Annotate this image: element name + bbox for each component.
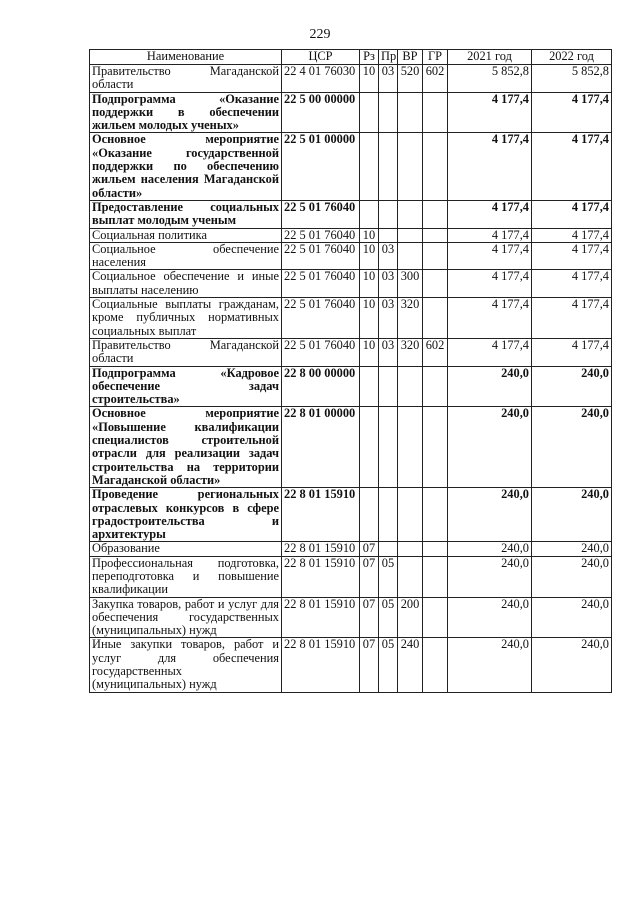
- cell-pr: [379, 228, 398, 242]
- cell-name: Подпрограмма «Оказание поддержки в обеспечении жильем молодых ученых»: [90, 92, 282, 133]
- cell-2022: 240,0: [532, 366, 612, 407]
- cell-gr: [423, 638, 448, 692]
- cell-vr: [398, 488, 423, 542]
- cell-rz: [360, 133, 379, 200]
- table-row: [90, 366, 612, 407]
- table-row: [90, 298, 612, 339]
- table-header-row: [90, 50, 612, 65]
- table-row: [90, 488, 612, 542]
- cell-gr: [423, 366, 448, 407]
- cell-2021: 4 177,4: [448, 242, 532, 270]
- cell-gr: [423, 488, 448, 542]
- cell-csr: 22 5 01 76040: [282, 298, 360, 339]
- cell-gr: [423, 597, 448, 638]
- cell-2022: 240,0: [532, 556, 612, 597]
- cell-gr: [423, 133, 448, 200]
- cell-2022: 240,0: [532, 407, 612, 488]
- cell-vr: 240: [398, 638, 423, 692]
- cell-gr: [423, 556, 448, 597]
- table-row: [90, 65, 612, 93]
- cell-vr: 320: [398, 338, 423, 366]
- cell-rz: 10: [360, 270, 379, 298]
- cell-2021: 240,0: [448, 542, 532, 556]
- cell-csr: 22 8 01 15910: [282, 638, 360, 692]
- cell-csr: 22 5 01 76040: [282, 200, 360, 228]
- cell-csr: 22 8 01 15910: [282, 556, 360, 597]
- table-body: [90, 65, 612, 693]
- header-2021: 2021 год: [448, 50, 532, 65]
- cell-rz: 10: [360, 228, 379, 242]
- budget-table: [89, 49, 612, 693]
- cell-vr: [398, 92, 423, 133]
- cell-2021: 4 177,4: [448, 92, 532, 133]
- cell-name: Основное мероприятие «Оказание государственной поддержки по обеспечению жильем населения Магаданской области»: [90, 133, 282, 200]
- cell-name: Социальное обеспечение и иные выплаты населению: [90, 270, 282, 298]
- cell-2022: 4 177,4: [532, 228, 612, 242]
- cell-csr: 22 4 01 76030: [282, 65, 360, 93]
- cell-2022: 5 852,8: [532, 65, 612, 93]
- cell-csr: 22 5 00 00000: [282, 92, 360, 133]
- cell-rz: 10: [360, 65, 379, 93]
- cell-gr: [423, 228, 448, 242]
- cell-gr: 602: [423, 65, 448, 93]
- cell-vr: 520: [398, 65, 423, 93]
- cell-csr: 22 5 01 76040: [282, 270, 360, 298]
- cell-rz: [360, 200, 379, 228]
- cell-vr: [398, 228, 423, 242]
- cell-2021: 4 177,4: [448, 200, 532, 228]
- table-row: [90, 638, 612, 692]
- cell-csr: 22 8 00 00000: [282, 366, 360, 407]
- cell-2022: 4 177,4: [532, 242, 612, 270]
- table-row: [90, 92, 612, 133]
- cell-name: Правительство Магаданской области: [90, 65, 282, 93]
- cell-rz: 10: [360, 242, 379, 270]
- cell-rz: 07: [360, 597, 379, 638]
- table-row: [90, 556, 612, 597]
- cell-name: Социальное обеспечение населения: [90, 242, 282, 270]
- cell-pr: [379, 488, 398, 542]
- table-row: [90, 133, 612, 200]
- cell-pr: 05: [379, 638, 398, 692]
- table-row: [90, 200, 612, 228]
- header-pr: Пр: [379, 50, 398, 65]
- cell-csr: 22 8 01 15910: [282, 597, 360, 638]
- cell-vr: [398, 366, 423, 407]
- cell-vr: 300: [398, 270, 423, 298]
- cell-2021: 240,0: [448, 488, 532, 542]
- cell-2022: 240,0: [532, 638, 612, 692]
- cell-gr: [423, 407, 448, 488]
- cell-2021: 4 177,4: [448, 133, 532, 200]
- cell-rz: 10: [360, 298, 379, 339]
- cell-2022: 4 177,4: [532, 133, 612, 200]
- cell-pr: 03: [379, 298, 398, 339]
- cell-csr: 22 5 01 76040: [282, 338, 360, 366]
- cell-2022: 240,0: [532, 488, 612, 542]
- cell-2022: 4 177,4: [532, 92, 612, 133]
- cell-pr: 03: [379, 338, 398, 366]
- cell-rz: 10: [360, 338, 379, 366]
- cell-rz: 07: [360, 556, 379, 597]
- cell-vr: [398, 542, 423, 556]
- cell-gr: [423, 242, 448, 270]
- table-row: [90, 270, 612, 298]
- cell-rz: [360, 407, 379, 488]
- cell-2022: 240,0: [532, 597, 612, 638]
- cell-2021: 5 852,8: [448, 65, 532, 93]
- cell-gr: [423, 200, 448, 228]
- cell-pr: 03: [379, 65, 398, 93]
- cell-csr: 22 5 01 76040: [282, 242, 360, 270]
- cell-pr: 05: [379, 556, 398, 597]
- cell-name: Основное мероприятие «Повышение квалификации специалистов строительной отрасли для реализации задач строительства на территории Магаданской области»: [90, 407, 282, 488]
- cell-2021: 4 177,4: [448, 228, 532, 242]
- cell-vr: [398, 133, 423, 200]
- table-row: [90, 407, 612, 488]
- page-number: 229: [309, 27, 331, 42]
- cell-rz: 07: [360, 638, 379, 692]
- cell-gr: 602: [423, 338, 448, 366]
- header-2022: 2022 год: [532, 50, 612, 65]
- header-rz: Рз: [360, 50, 379, 65]
- cell-name: Подпрограмма «Кадровое обеспечение задач строительства»: [90, 366, 282, 407]
- cell-vr: [398, 242, 423, 270]
- cell-gr: [423, 270, 448, 298]
- cell-rz: [360, 92, 379, 133]
- table-row: [90, 597, 612, 638]
- cell-2022: 4 177,4: [532, 200, 612, 228]
- table-row: [90, 542, 612, 556]
- header-csr: ЦСР: [282, 50, 360, 65]
- cell-pr: [379, 407, 398, 488]
- cell-vr: [398, 556, 423, 597]
- cell-pr: 03: [379, 270, 398, 298]
- header-gr: ГР: [423, 50, 448, 65]
- cell-name: Профессиональная подготовка, переподготовка и повышение квалификации: [90, 556, 282, 597]
- cell-2021: 240,0: [448, 366, 532, 407]
- cell-pr: [379, 366, 398, 407]
- cell-vr: [398, 200, 423, 228]
- cell-2022: 4 177,4: [532, 270, 612, 298]
- cell-2021: 240,0: [448, 407, 532, 488]
- cell-2021: 240,0: [448, 597, 532, 638]
- cell-name: Образование: [90, 542, 282, 556]
- cell-2022: 4 177,4: [532, 338, 612, 366]
- cell-name: Проведение региональных отраслевых конкурсов в сфере градостроительства и архитектуры: [90, 488, 282, 542]
- table-row: [90, 228, 612, 242]
- cell-2022: 240,0: [532, 542, 612, 556]
- cell-name: Социальные выплаты гражданам, кроме публичных нормативных социальных выплат: [90, 298, 282, 339]
- cell-gr: [423, 92, 448, 133]
- cell-name: Предоставление социальных выплат молодым ученым: [90, 200, 282, 228]
- cell-2022: 4 177,4: [532, 298, 612, 339]
- cell-name: Закупка товаров, работ и услуг для обеспечения государственных (муниципальных) нужд: [90, 597, 282, 638]
- cell-2021: 4 177,4: [448, 338, 532, 366]
- table-row: [90, 338, 612, 366]
- cell-pr: [379, 200, 398, 228]
- cell-vr: [398, 407, 423, 488]
- cell-csr: 22 8 01 15910: [282, 542, 360, 556]
- header-name: Наименование: [90, 50, 282, 65]
- cell-pr: 05: [379, 597, 398, 638]
- header-vr: ВР: [398, 50, 423, 65]
- cell-name: Социальная политика: [90, 228, 282, 242]
- cell-pr: [379, 542, 398, 556]
- cell-gr: [423, 298, 448, 339]
- cell-pr: [379, 92, 398, 133]
- cell-rz: 07: [360, 542, 379, 556]
- cell-pr: 03: [379, 242, 398, 270]
- cell-rz: [360, 366, 379, 407]
- cell-vr: 200: [398, 597, 423, 638]
- cell-vr: 320: [398, 298, 423, 339]
- cell-gr: [423, 542, 448, 556]
- cell-2021: 4 177,4: [448, 298, 532, 339]
- cell-name: Правительство Магаданской области: [90, 338, 282, 366]
- cell-csr: 22 5 01 76040: [282, 228, 360, 242]
- cell-2021: 240,0: [448, 638, 532, 692]
- cell-csr: 22 8 01 00000: [282, 407, 360, 488]
- cell-2021: 4 177,4: [448, 270, 532, 298]
- cell-name: Иные закупки товаров, работ и услуг для обеспечения государственных (муниципальных) нужд: [90, 638, 282, 692]
- cell-csr: 22 5 01 00000: [282, 133, 360, 200]
- cell-2021: 240,0: [448, 556, 532, 597]
- cell-csr: 22 8 01 15910: [282, 488, 360, 542]
- table-row: [90, 242, 612, 270]
- cell-pr: [379, 133, 398, 200]
- cell-rz: [360, 488, 379, 542]
